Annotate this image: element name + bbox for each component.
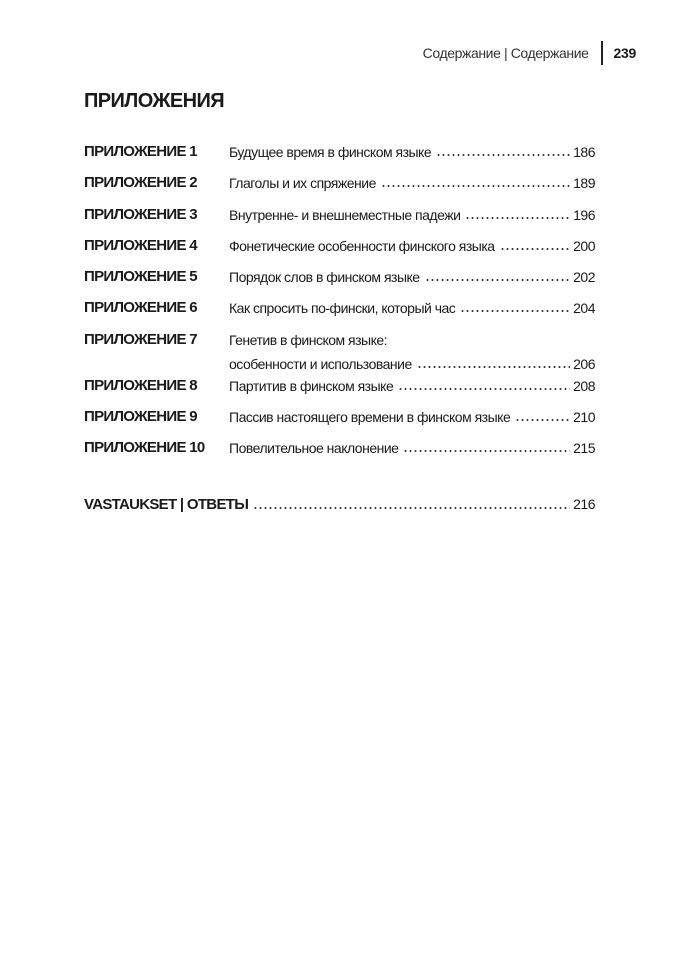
toc-entry[interactable] — [84, 204, 595, 235]
toc-entry[interactable] — [84, 141, 595, 172]
entry-description — [229, 172, 595, 194]
entry-page: 202 — [573, 269, 595, 286]
entry-description — [229, 235, 595, 257]
entry-page: 215 — [573, 440, 595, 457]
entry-title-line1: Генетив в финском языке: — [229, 331, 388, 348]
toc-entry[interactable] — [84, 329, 595, 375]
page-number: 239 — [613, 45, 636, 61]
entry-label: ПРИЛОЖЕНИЕ 6 — [84, 299, 197, 317]
header-section-label: Содержание — [422, 45, 501, 61]
toc-entry[interactable] — [84, 235, 595, 266]
toc-entry[interactable] — [84, 375, 595, 406]
entry-title: Глаголы и их спряжение — [229, 175, 376, 192]
header-subsection-label: Содержание — [510, 45, 589, 61]
dot-leader — [515, 418, 570, 422]
toc-entry-answers[interactable] — [84, 494, 595, 516]
dot-leader — [425, 278, 571, 282]
entry-page: 210 — [573, 409, 595, 426]
entry-description — [229, 437, 595, 459]
section-title: ПРИЛОЖЕНИЯ — [84, 90, 225, 112]
toc-entry[interactable] — [84, 172, 595, 203]
entry-description — [229, 297, 595, 319]
entry-page: 206 — [573, 355, 595, 372]
entry-page: 189 — [573, 175, 595, 192]
dot-leader — [465, 216, 570, 220]
entry-label: ПРИЛОЖЕНИЕ 3 — [84, 205, 197, 223]
answers-label: VASTAUKSET | ОТВЕТЫ — [84, 496, 249, 513]
entry-description — [229, 329, 595, 375]
entry-title: Порядок слов в финском языке — [229, 269, 420, 286]
entry-title: Будущее время в финском языке — [229, 144, 432, 160]
dot-leader — [436, 153, 570, 157]
entry-page: 208 — [573, 377, 595, 394]
entry-label: ПРИЛОЖЕНИЕ 10 — [84, 439, 205, 457]
entry-label: ПРИЛОЖЕНИЕ 7 — [84, 330, 197, 348]
answers-page: 216 — [573, 496, 595, 512]
dot-leader — [381, 184, 570, 188]
toc-entry[interactable] — [84, 437, 595, 468]
entry-label: ПРИЛОЖЕНИЕ 8 — [84, 376, 197, 394]
entry-description — [229, 406, 595, 428]
dot-leader — [398, 387, 570, 391]
entry-title: Фонетические особенности финского языка — [229, 237, 495, 254]
toc-list — [84, 141, 595, 469]
entry-page: 196 — [573, 206, 595, 223]
entry-description — [229, 375, 595, 397]
entry-title: Повелительное наклонение — [229, 440, 399, 457]
header-section: Содержание | Содержание — [422, 45, 589, 61]
entry-label: ПРИЛОЖЕНИЕ 9 — [84, 408, 197, 426]
entry-description — [229, 141, 595, 163]
entry-title: Внутренне- и внешнеместные падежи — [229, 206, 461, 223]
entry-label: ПРИЛОЖЕНИЕ 5 — [84, 268, 197, 286]
entry-title: Партитив в финском языке — [229, 377, 394, 394]
dot-leader — [417, 365, 570, 369]
entry-label: ПРИЛОЖЕНИЕ 2 — [84, 174, 197, 192]
entry-page: 186 — [573, 144, 595, 160]
header-divider — [601, 41, 603, 65]
dot-leader — [253, 506, 570, 510]
running-header — [423, 41, 636, 65]
entry-label: ПРИЛОЖЕНИЕ 1 — [84, 143, 197, 160]
dot-leader — [403, 449, 570, 453]
entry-page: 204 — [573, 300, 595, 317]
toc-entry[interactable] — [84, 266, 595, 297]
dot-leader — [460, 309, 570, 313]
entry-description — [229, 204, 595, 226]
toc-entry[interactable] — [84, 297, 595, 328]
toc-entry[interactable] — [84, 406, 595, 437]
entry-title: Как спросить по-фински, который час — [229, 300, 456, 317]
entry-title: особенности и использование — [229, 355, 412, 372]
entry-description — [229, 266, 595, 288]
entry-label: ПРИЛОЖЕНИЕ 4 — [84, 236, 197, 254]
entry-page: 200 — [573, 237, 595, 254]
entry-title: Пассив настоящего времени в финском языке — [229, 409, 511, 426]
dot-leader — [500, 247, 571, 251]
